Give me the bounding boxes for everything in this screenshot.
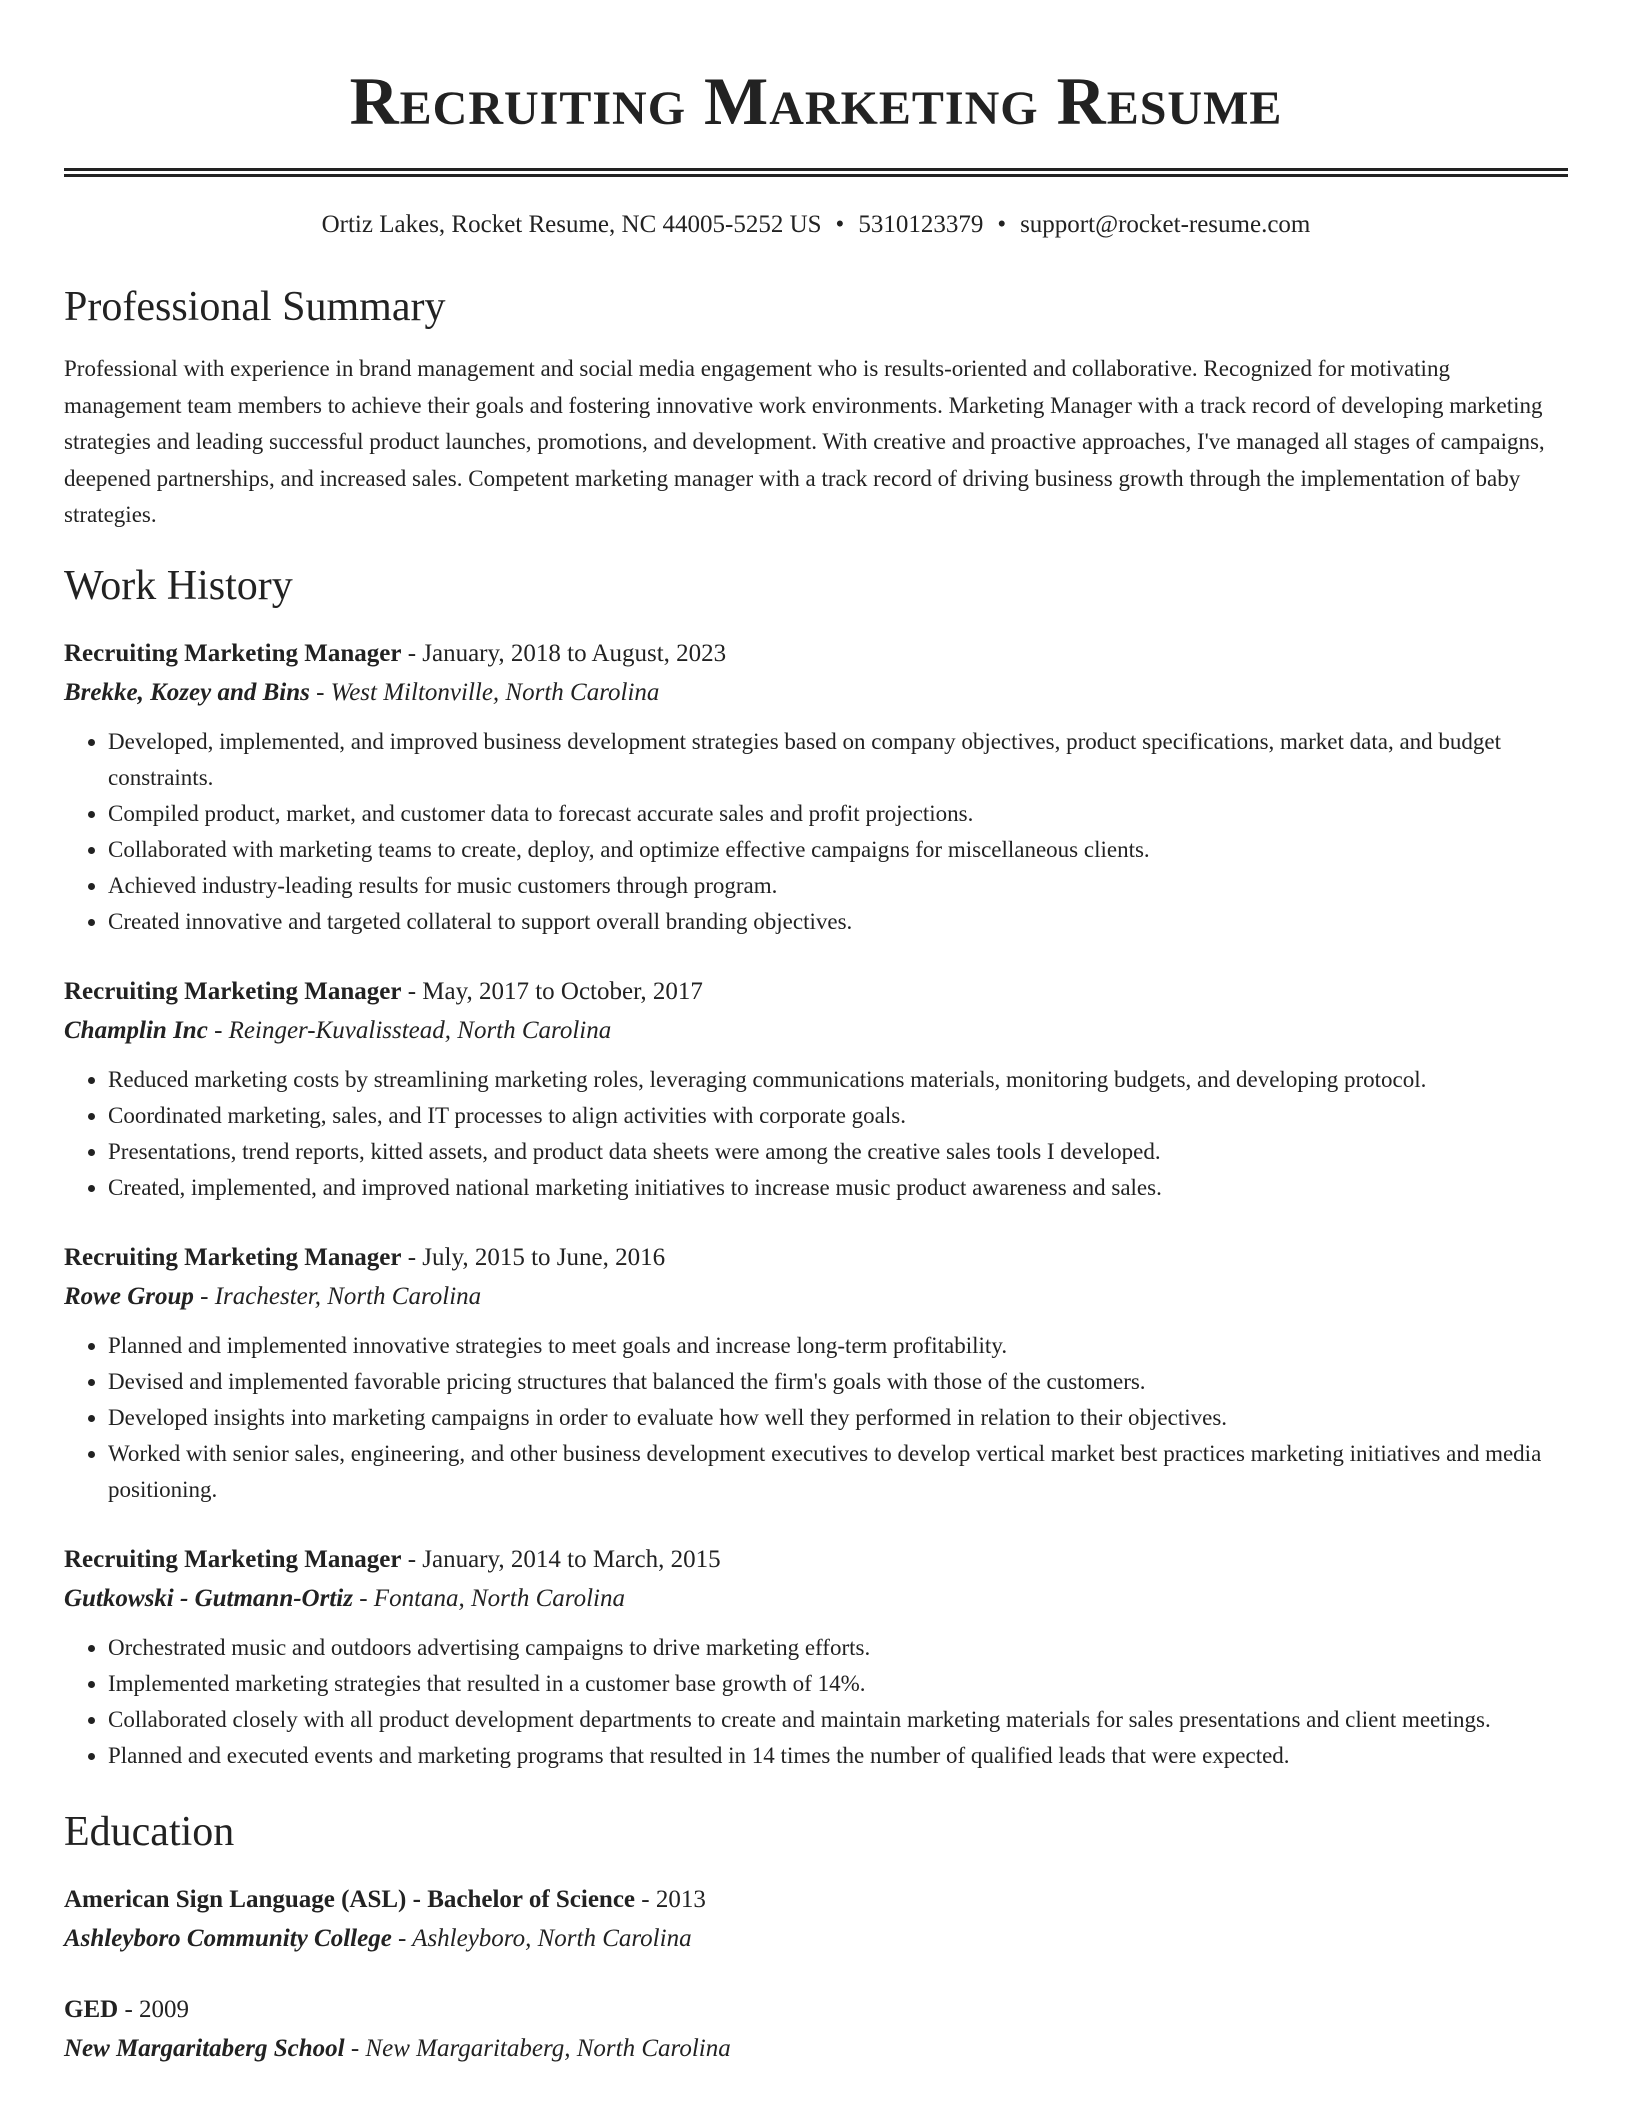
job-bullet: • Presentations, trend reports, kitted assets, and product data sheets were among the creative sales tools I developed. <box>108 1134 1568 1170</box>
job-title: Recruiting Marketing Manager <box>64 977 402 1005</box>
job-title: Recruiting Marketing Manager <box>64 639 402 667</box>
degree-line <box>64 1880 1568 1919</box>
contact-email[interactable]: support@rocket-resume.com <box>1020 211 1311 238</box>
school-name: New Margaritaberg School <box>64 2034 345 2062</box>
employer-name: Champlin Inc <box>64 1016 208 1044</box>
contact-line <box>64 209 1568 241</box>
school-location: - New Margaritaberg, North Carolina <box>344 2034 731 2062</box>
job-bullets <box>64 724 1568 940</box>
job-bullet: • Collaborated with marketing teams to create, deploy, and optimize effective campaigns for miscellaneous clients. <box>108 832 1568 868</box>
degree-name: American Sign Language (ASL) - Bachelor of Science <box>64 1885 636 1913</box>
degree-name: GED <box>64 1995 119 2023</box>
summary-text: Professional with experience in brand management and social media engagement who is results-oriented and collaborative. Recognized for motivating management team members to achieve their goals and fostering innovative work environments. Marketing Manager with a track record of developing marketing strategies and leading successful product launches, promotions, and development. With creative and proactive approaches, I've managed all stages of campaigns, deepened partnerships, and increased sales. Competent marketing manager with a track record of driving business growth through the implementation of baby strategies. <box>64 356 1545 527</box>
degree-year: - 2013 <box>635 1885 706 1913</box>
education-entry <box>64 1990 1568 2068</box>
job-dates: - January, 2018 to August, 2023 <box>401 639 727 667</box>
job-entry <box>64 972 1568 1206</box>
contact-separator: • <box>835 211 845 238</box>
job-bullet: • Created innovative and targeted collateral to support overall branding objectives. <box>108 904 1568 940</box>
job-bullet: • Achieved industry-leading results for music customers through program. <box>108 868 1568 904</box>
job-dates: - July, 2015 to June, 2016 <box>401 1243 666 1271</box>
school-name: Ashleyboro Community College <box>64 1924 392 1952</box>
job-bullet: • Compiled product, market, and customer data to forecast accurate sales and profit projections. <box>108 796 1568 832</box>
employer-name: Rowe Group <box>64 1282 194 1310</box>
school-line <box>64 1919 1568 1958</box>
school-line <box>64 2029 1568 2068</box>
employer-location: - Fontana, North Carolina <box>352 1584 625 1612</box>
job-dates: - January, 2014 to March, 2015 <box>401 1545 721 1573</box>
summary-heading: Professional Summary <box>64 284 446 330</box>
job-bullets <box>64 1062 1568 1206</box>
job-entry <box>64 634 1568 940</box>
job-header <box>64 1540 1568 1579</box>
job-bullet: • Planned and executed events and marketing programs that resulted in 14 times the number of qualified leads that were expected. <box>108 1738 1568 1774</box>
job-bullet: • Developed, implemented, and improved business development strategies based on company objectives, product specifications, market data, and budget constraints. <box>108 724 1568 796</box>
job-title: Recruiting Marketing Manager <box>64 1243 402 1271</box>
employer-name: Gutkowski - Gutmann-Ortiz <box>64 1584 353 1612</box>
job-bullet: • Coordinated marketing, sales, and IT processes to align activities with corporate goals. <box>108 1098 1568 1134</box>
job-title: Recruiting Marketing Manager <box>64 1545 402 1573</box>
job-bullet: • Created, implemented, and improved national marketing initiatives to increase music product awareness and sales. <box>108 1170 1568 1206</box>
job-header <box>64 634 1568 673</box>
employer-location: - Reinger-Kuvalisstead, North Carolina <box>207 1016 612 1044</box>
job-bullet: • Collaborated closely with all product development departments to create and maintain marketing materials for sales presentations and client meetings. <box>108 1702 1568 1738</box>
employer-line <box>64 1011 1568 1050</box>
employer-line <box>64 1579 1568 1618</box>
job-header <box>64 1238 1568 1277</box>
resume-title: Recruiting Marketing Resume <box>349 63 1283 139</box>
job-entry <box>64 1540 1568 1774</box>
job-header <box>64 972 1568 1011</box>
education-entry <box>64 1880 1568 1958</box>
contact-phone: 5310123379 <box>858 211 984 238</box>
job-bullets <box>64 1630 1568 1774</box>
job-bullet: • Orchestrated music and outdoors advertising campaigns to drive marketing efforts. <box>108 1630 1568 1666</box>
school-location: - Ashleyboro, North Carolina <box>391 1924 692 1952</box>
work-history-heading: Work History <box>64 562 293 609</box>
employer-location: - Irachester, North Carolina <box>193 1282 482 1310</box>
employer-location: - West Miltonville, North Carolina <box>309 678 660 706</box>
job-bullets <box>64 1328 1568 1508</box>
contact-address: Ortiz Lakes, Rocket Resume, NC 44005-5252 US <box>321 211 822 238</box>
job-entry <box>64 1238 1568 1508</box>
job-bullet: • Developed insights into marketing campaigns in order to evaluate how well they performed in relation to their objectives. <box>108 1400 1568 1436</box>
degree-year: - 2009 <box>118 1995 190 2023</box>
employer-line <box>64 1277 1568 1316</box>
education-heading: Education <box>64 1808 235 1855</box>
degree-line <box>64 1990 1568 2029</box>
employer-line <box>64 673 1568 712</box>
contact-separator: • <box>997 211 1007 238</box>
job-bullet: • Reduced marketing costs by streamlining marketing roles, leveraging communications materials, monitoring budgets, and developing protocol. <box>108 1062 1568 1098</box>
job-bullet: • Worked with senior sales, engineering, and other business development executives to develop vertical market best practices marketing initiatives and media positioning. <box>108 1436 1568 1508</box>
job-dates: - May, 2017 to October, 2017 <box>401 977 703 1005</box>
title-divider <box>64 168 1568 177</box>
job-bullet: • Devised and implemented favorable pricing structures that balanced the firm's goals with those of the customers. <box>108 1364 1568 1400</box>
job-bullet: • Implemented marketing strategies that resulted in a customer base growth of 14%. <box>108 1666 1568 1702</box>
job-bullet: • Planned and implemented innovative strategies to meet goals and increase long-term profitability. <box>108 1328 1568 1364</box>
employer-name: Brekke, Kozey and Bins <box>64 678 310 706</box>
